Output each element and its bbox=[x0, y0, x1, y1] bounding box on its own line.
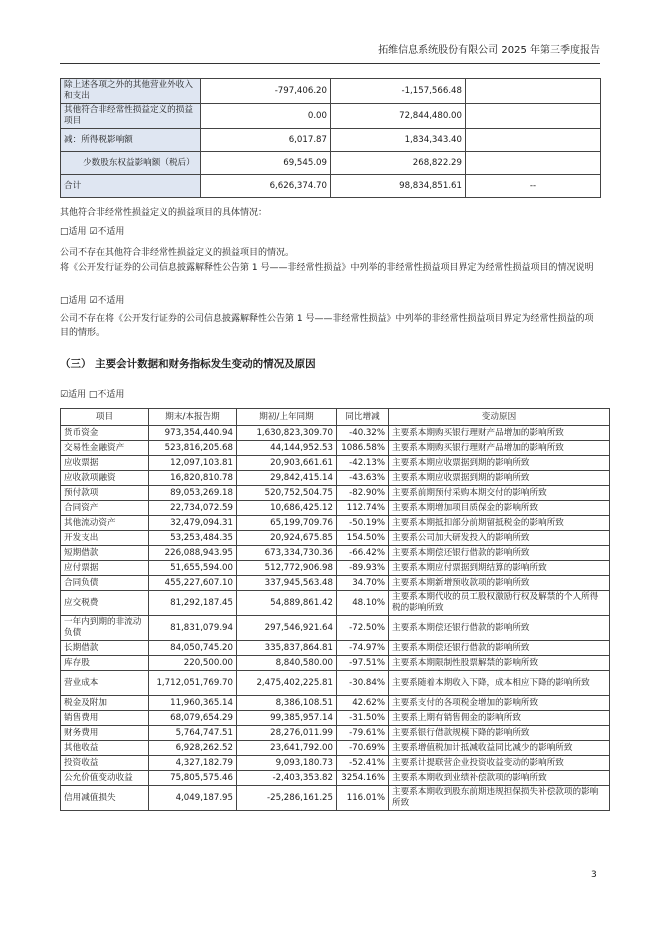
row-reason: 主要系随着本期收入下降，成本相应下降的影响所致 bbox=[389, 671, 610, 696]
row-prior: 1,630,823,309.70 bbox=[237, 426, 337, 441]
table-cell-ytd: 98,834,851.61 bbox=[331, 175, 466, 198]
row-prior: 2,475,402,225.81 bbox=[237, 671, 337, 696]
row-current: 51,655,594.00 bbox=[149, 561, 237, 576]
column-header: 项目 bbox=[61, 409, 149, 426]
row-current: 4,049,187.95 bbox=[149, 786, 237, 811]
table-row bbox=[61, 741, 610, 756]
row-change: -43.63% bbox=[337, 471, 389, 486]
row-prior: 54,889,861.42 bbox=[237, 591, 337, 616]
table-row bbox=[61, 711, 610, 726]
row-prior: 10,686,425.12 bbox=[237, 501, 337, 516]
para-reclass-note: 将《公开发行证券的公司信息披露解释性公告第 1 号——非经常性损益》中列举的非经常性损益项目界定为经常性损益项目的情况说明 bbox=[60, 263, 594, 273]
row-reason: 主要系本期增加项目质保金的影响所致 bbox=[389, 501, 610, 516]
row-item: 销售费用 bbox=[61, 711, 149, 726]
row-current: 22,734,072.59 bbox=[149, 501, 237, 516]
row-item: 税金及附加 bbox=[61, 696, 149, 711]
para-item-details: 其他符合非经常性损益定义的损益项目的具体情况： bbox=[60, 208, 268, 218]
row-reason: 主要系本期代收的员工股权激励行权及解禁的个人所得税的影响所致 bbox=[389, 591, 610, 616]
row-reason: 主要系本期限制性股票解禁的影响所致 bbox=[389, 656, 610, 671]
header-divider bbox=[60, 63, 600, 64]
table-row bbox=[61, 79, 601, 104]
row-change: 112.74% bbox=[337, 501, 389, 516]
row-item: 应付票据 bbox=[61, 561, 149, 576]
row-change: -72.50% bbox=[337, 616, 389, 641]
column-header: 期初/上年同期 bbox=[237, 409, 337, 426]
row-current: 455,227,607.10 bbox=[149, 576, 237, 591]
row-reason: 主要系增值税加计抵减收益同比减少的影响所致 bbox=[389, 741, 610, 756]
row-item: 应收款项融资 bbox=[61, 471, 149, 486]
row-reason: 主要系本期购买银行理财产品增加的影响所致 bbox=[389, 426, 610, 441]
row-prior: 512,772,906.98 bbox=[237, 561, 337, 576]
row-prior: 28,276,011.99 bbox=[237, 726, 337, 741]
row-prior: 337,945,563.48 bbox=[237, 576, 337, 591]
row-current: 32,479,094.31 bbox=[149, 516, 237, 531]
report-header: 拓维信息系统股份有限公司 2025 年第三季度报告 bbox=[378, 45, 600, 56]
row-current: 4,327,182.79 bbox=[149, 756, 237, 771]
row-prior: 65,199,709.76 bbox=[237, 516, 337, 531]
row-item: 货币资金 bbox=[61, 426, 149, 441]
row-item: 信用减值损失 bbox=[61, 786, 149, 811]
table-row bbox=[61, 471, 610, 486]
row-reason: 主要系本期抵扣部分前期留抵税金的影响所致 bbox=[389, 516, 610, 531]
table-cell-label: 合计 bbox=[61, 175, 201, 198]
row-current: 81,831,079.94 bbox=[149, 616, 237, 641]
row-current: 84,050,745.20 bbox=[149, 641, 237, 656]
table-row bbox=[61, 104, 601, 129]
table-row bbox=[61, 456, 610, 471]
table-row bbox=[61, 786, 610, 811]
row-change: 116.01% bbox=[337, 786, 389, 811]
table-cell-ytd: 72,844,480.00 bbox=[331, 104, 466, 129]
row-reason: 主要系支付的各项税金增加的影响所致 bbox=[389, 696, 610, 711]
checkbox-line-3: ☑适用 □不适用 bbox=[60, 390, 125, 400]
table-row bbox=[61, 441, 610, 456]
row-reason: 主要系本期收到业绩补偿款项的影响所致 bbox=[389, 771, 610, 786]
row-change: -40.32% bbox=[337, 426, 389, 441]
table-row bbox=[61, 656, 610, 671]
table-row bbox=[61, 576, 610, 591]
table-cell-ytd: 1,834,343.40 bbox=[331, 129, 466, 152]
row-prior: -2,403,353.82 bbox=[237, 771, 337, 786]
row-current: 220,500.00 bbox=[149, 656, 237, 671]
row-prior: 44,144,952.53 bbox=[237, 441, 337, 456]
row-reason: 主要系本期偿还银行借款的影响所致 bbox=[389, 546, 610, 561]
row-reason: 主要系本期偿还银行借款的影响所致 bbox=[389, 641, 610, 656]
row-current: 11,960,365.14 bbox=[149, 696, 237, 711]
row-change: 3254.16% bbox=[337, 771, 389, 786]
table-cell-note bbox=[466, 79, 601, 104]
row-current: 16,820,810.78 bbox=[149, 471, 237, 486]
row-item: 应收票据 bbox=[61, 456, 149, 471]
row-reason: 主要系本期新增预收款项的影响所致 bbox=[389, 576, 610, 591]
row-change: 1086.58% bbox=[337, 441, 389, 456]
row-change: -42.13% bbox=[337, 456, 389, 471]
checkbox-line-1: □适用 ☑不适用 bbox=[60, 227, 125, 237]
row-change: 34.70% bbox=[337, 576, 389, 591]
para-no-reclass: 公司不存在将《公开发行证券的公司信息披露解释性公告第 1 号——非经常性损益》中列举的非经常性损益项目界定为经常性损益的项目的情形。 bbox=[60, 314, 594, 338]
row-item: 其他流动资产 bbox=[61, 516, 149, 531]
row-reason: 主要系前期预付采购本期交付的影响所致 bbox=[389, 486, 610, 501]
table-row bbox=[61, 152, 601, 175]
row-change: -70.69% bbox=[337, 741, 389, 756]
row-item: 合同资产 bbox=[61, 501, 149, 516]
table-row bbox=[61, 771, 610, 786]
table-cell-current: -797,406.20 bbox=[201, 79, 331, 104]
table-row bbox=[61, 501, 610, 516]
checkbox-line-2: □适用 ☑不适用 bbox=[60, 296, 125, 306]
row-change: -89.93% bbox=[337, 561, 389, 576]
row-change: 48.10% bbox=[337, 591, 389, 616]
table-cell-current: 6,017.87 bbox=[201, 129, 331, 152]
section-title: （三） 主要会计数据和财务指标发生变动的情况及原因 bbox=[60, 358, 316, 370]
para-no-items: 公司不存在其他符合非经常性损益定义的损益项目的情况。 bbox=[60, 248, 295, 258]
column-header: 同比增减 bbox=[337, 409, 389, 426]
row-item: 开发支出 bbox=[61, 531, 149, 546]
row-change: -52.41% bbox=[337, 756, 389, 771]
row-prior: 20,903,661.61 bbox=[237, 456, 337, 471]
row-prior: 673,334,730.36 bbox=[237, 546, 337, 561]
row-reason: 主要系本期应收票据到期的影响所致 bbox=[389, 471, 610, 486]
table-row bbox=[61, 616, 610, 641]
table-row bbox=[61, 426, 610, 441]
row-reason: 主要系计提联营企业投资收益变动的影响所致 bbox=[389, 756, 610, 771]
row-item: 投资收益 bbox=[61, 756, 149, 771]
table-cell-label: 其他符合非经常性损益定义的损益项目 bbox=[61, 104, 201, 129]
row-current: 226,088,943.95 bbox=[149, 546, 237, 561]
row-item: 交易性金融资产 bbox=[61, 441, 149, 456]
row-item: 应交税费 bbox=[61, 591, 149, 616]
row-prior: 29,842,415.14 bbox=[237, 471, 337, 486]
table-cell-note bbox=[466, 104, 601, 129]
row-prior: 8,386,108.51 bbox=[237, 696, 337, 711]
table-cell-current: 0.00 bbox=[201, 104, 331, 129]
row-current: 12,097,103.81 bbox=[149, 456, 237, 471]
row-current: 75,805,575.46 bbox=[149, 771, 237, 786]
row-item: 一年内到期的非流动负债 bbox=[61, 616, 149, 641]
row-current: 53,253,484.35 bbox=[149, 531, 237, 546]
table-cell-label: 除上述各项之外的其他营业外收入和支出 bbox=[61, 79, 201, 104]
row-reason: 主要系本期偿还银行借款的影响所致 bbox=[389, 616, 610, 641]
table-row bbox=[61, 531, 610, 546]
row-change: 154.50% bbox=[337, 531, 389, 546]
row-current: 6,928,262.52 bbox=[149, 741, 237, 756]
row-change: -50.19% bbox=[337, 516, 389, 531]
row-reason: 主要系本期应付票据到期结算的影响所致 bbox=[389, 561, 610, 576]
table-cell-current: 6,626,374.70 bbox=[201, 175, 331, 198]
table-row bbox=[61, 516, 610, 531]
table-cell-note bbox=[466, 152, 601, 175]
row-change: -66.42% bbox=[337, 546, 389, 561]
row-prior: 20,924,675.85 bbox=[237, 531, 337, 546]
column-header: 变动原因 bbox=[389, 409, 610, 426]
table-cell-note: -- bbox=[466, 175, 601, 198]
row-reason: 主要系本期应收票据到期的影响所致 bbox=[389, 456, 610, 471]
table-row bbox=[61, 641, 610, 656]
row-current: 89,053,269.18 bbox=[149, 486, 237, 501]
table-cell-ytd: 268,822.29 bbox=[331, 152, 466, 175]
row-change: -82.90% bbox=[337, 486, 389, 501]
table-row bbox=[61, 486, 610, 501]
page-number: 3 bbox=[591, 870, 597, 880]
row-current: 5,764,747.51 bbox=[149, 726, 237, 741]
row-prior: 335,837,864.81 bbox=[237, 641, 337, 656]
row-reason: 主要系银行借款规模下降的影响所致 bbox=[389, 726, 610, 741]
row-item: 营业成本 bbox=[61, 671, 149, 696]
row-reason: 主要系本期收到股东前期违规担保损失补偿款项的影响所致 bbox=[389, 786, 610, 811]
row-current: 1,712,051,769.70 bbox=[149, 671, 237, 696]
row-current: 973,354,440.94 bbox=[149, 426, 237, 441]
row-prior: 99,385,957.14 bbox=[237, 711, 337, 726]
financial-changes-table bbox=[60, 408, 610, 811]
row-prior: 297,546,921.64 bbox=[237, 616, 337, 641]
row-change: 42.62% bbox=[337, 696, 389, 711]
table-row bbox=[61, 546, 610, 561]
row-item: 其他收益 bbox=[61, 741, 149, 756]
row-prior: 8,840,580.00 bbox=[237, 656, 337, 671]
table-cell-label: 少数股东权益影响额（税后） bbox=[61, 152, 201, 175]
row-change: -97.51% bbox=[337, 656, 389, 671]
row-item: 合同负债 bbox=[61, 576, 149, 591]
table-row bbox=[61, 671, 610, 696]
row-current: 68,079,654.29 bbox=[149, 711, 237, 726]
row-change: -79.61% bbox=[337, 726, 389, 741]
table-cell-label: 减：所得税影响额 bbox=[61, 129, 201, 152]
table-row bbox=[61, 175, 601, 198]
row-item: 财务费用 bbox=[61, 726, 149, 741]
row-prior: 520,752,504.75 bbox=[237, 486, 337, 501]
row-item: 短期借款 bbox=[61, 546, 149, 561]
row-change: -74.97% bbox=[337, 641, 389, 656]
column-header: 期末/本报告期 bbox=[149, 409, 237, 426]
row-change: -31.50% bbox=[337, 711, 389, 726]
table-cell-current: 69,545.09 bbox=[201, 152, 331, 175]
row-item: 预付款项 bbox=[61, 486, 149, 501]
row-reason: 主要系本期购买银行理财产品增加的影响所致 bbox=[389, 441, 610, 456]
row-item: 长期借款 bbox=[61, 641, 149, 656]
table-row bbox=[61, 591, 610, 616]
table-row bbox=[61, 129, 601, 152]
row-prior: 9,093,180.73 bbox=[237, 756, 337, 771]
table-row bbox=[61, 726, 610, 741]
row-item: 公允价值变动收益 bbox=[61, 771, 149, 786]
table-cell-ytd: -1,157,566.48 bbox=[331, 79, 466, 104]
table-row bbox=[61, 696, 610, 711]
row-reason: 主要系上期有销售佣金的影响所致 bbox=[389, 711, 610, 726]
row-current: 81,292,187.45 bbox=[149, 591, 237, 616]
table-cell-note bbox=[466, 129, 601, 152]
non-recurring-table bbox=[60, 78, 601, 198]
row-current: 523,816,205.68 bbox=[149, 441, 237, 456]
row-prior: -25,286,161.25 bbox=[237, 786, 337, 811]
row-change: -30.84% bbox=[337, 671, 389, 696]
table-row bbox=[61, 756, 610, 771]
row-reason: 主要系公司加大研发投入的影响所致 bbox=[389, 531, 610, 546]
row-prior: 23,641,792.00 bbox=[237, 741, 337, 756]
row-item: 库存股 bbox=[61, 656, 149, 671]
table-row bbox=[61, 561, 610, 576]
